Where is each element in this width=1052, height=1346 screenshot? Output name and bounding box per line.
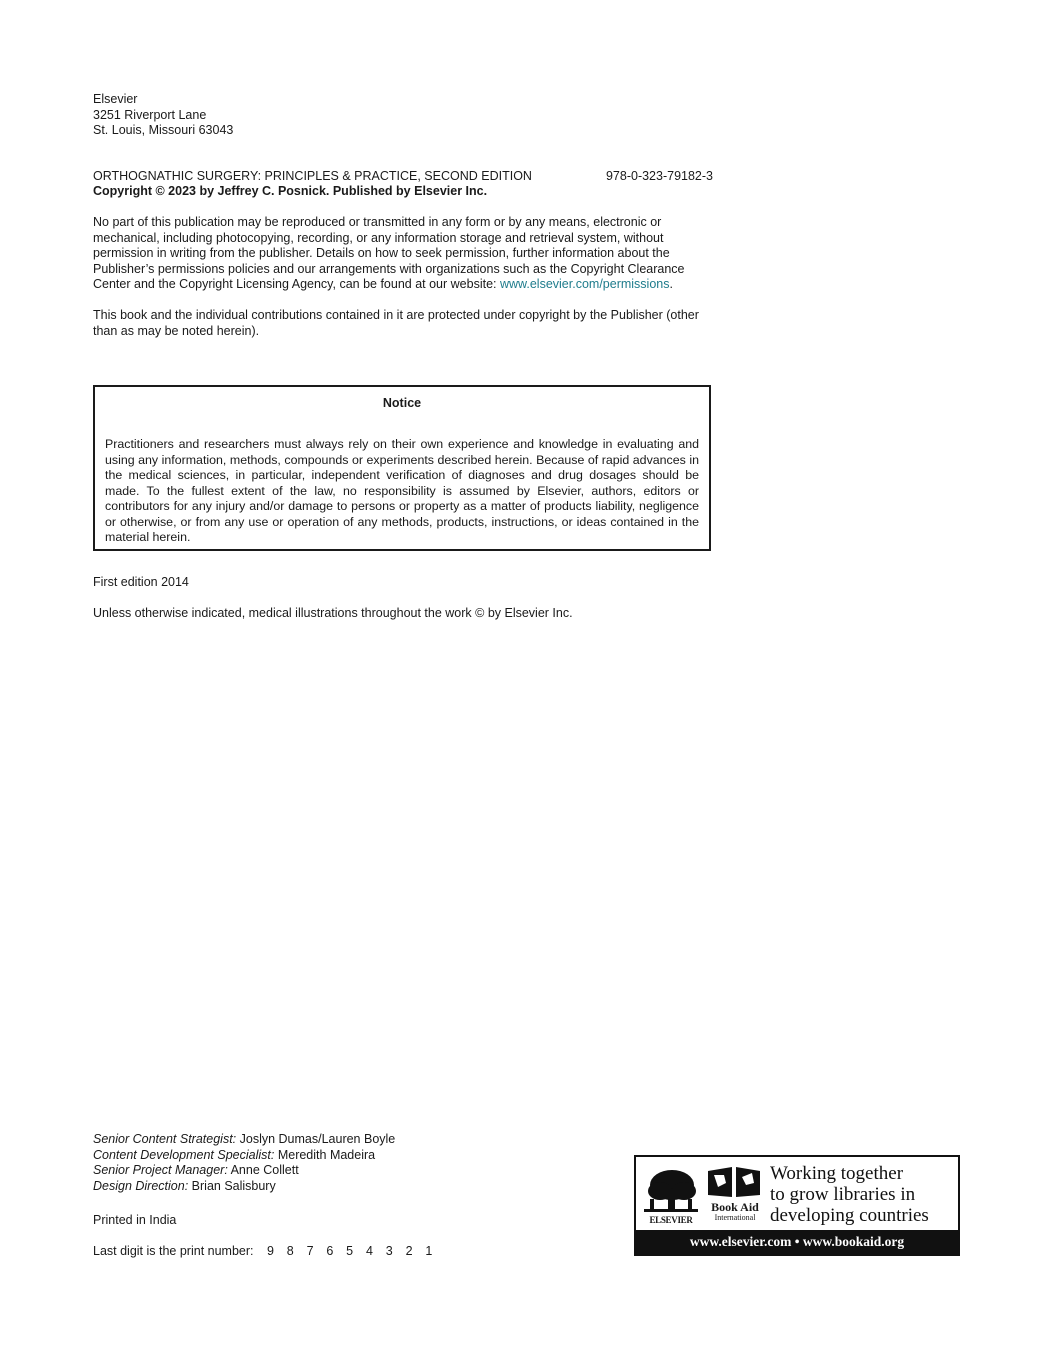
bookaid-hands-icon [706,1165,762,1199]
credits [93,1132,395,1194]
banner-footer-links: www.elsevier.com • www.bookaid.org [636,1230,958,1254]
credit-name: Joslyn Dumas/Lauren Boyle [236,1132,396,1146]
rights-end: . [669,277,673,291]
credit-role: Content Development Specialist: [93,1147,275,1162]
isbn: 978-0-323-79182-3 [605,169,713,183]
print-digit: 6 [326,1244,334,1258]
notice-box [93,385,711,551]
credit-role: Senior Content Strategist: [93,1132,237,1146]
print-digit: 5 [346,1244,354,1258]
credit-name: Meredith Madeira [274,1147,376,1162]
tagline-line: to grow libraries in [770,1184,916,1205]
rights-text: No part of this publication may be reproduced or transmitted in any form or by any means, electronic or mechanical, including photocopying, recording, or any information storage and retrieval system, without permission in writing from the publisher. Details on how to seek permission, further information about the Publisher’s permissions policies and our arrangements with organizations such as the Copyright Clearance Center and the Copyright Licensing Agency, can be found at our website: [93,215,685,291]
tagline-line: Working together [770,1163,904,1184]
credit-role: Design Direction: [93,1178,189,1193]
print-digit: 3 [385,1244,393,1258]
permissions-link[interactable]: www.elsevier.com/permissions [499,277,670,291]
address-line: Elsevier [93,92,138,106]
notice-body: Practitioners and researchers must always rely on their own experience and knowledge in evaluating and using any information, methods, compounds or experiments described herein. Because of rapid advances in the medical sciences, in particular, independent verification of diagnoses and drug dosages should be made. To the fullest extent of the law, no responsibility is assumed by Elsevier, authors, editors or contributors for any injury and/or damage to persons or property as a matter of products liability, negligence or otherwise, or from any use or operation of any methods, products, instructions, or ideas contained in the material herein. [105,437,699,544]
credit-name: Anne Collett [227,1163,299,1177]
print-number-line [93,1244,445,1260]
print-digit: 9 [266,1244,274,1258]
print-digit: 8 [286,1244,294,1258]
tagline-line: developing countries [770,1205,929,1226]
print-digit: 1 [425,1244,433,1258]
print-digit: 2 [405,1244,413,1258]
credit-line [93,1163,395,1179]
credit-role: Senior Project Manager: [93,1163,228,1177]
banner-tagline [770,1163,960,1226]
elsevier-wordmark: ELSEVIER [649,1215,693,1225]
book-title: ORTHOGNATHIC SURGERY: PRINCIPLES & PRACTICE, SECOND EDITION [93,169,532,183]
credit-name: Brian Salisbury [188,1178,276,1193]
print-number-label: Last digit is the print number: [93,1244,254,1258]
printed-in: Printed in India [93,1213,177,1227]
first-edition: First edition 2014 [93,575,189,589]
rights-paragraph [93,215,703,293]
print-digits [267,1244,445,1258]
copyright-line: Copyright © 2023 by Jeffrey C. Posnick. Published by Elsevier Inc. [93,184,488,198]
book-title-line [93,169,713,185]
print-digit: 4 [365,1244,373,1258]
credit-line [93,1148,395,1164]
bookaid-subtitle: International [714,1213,756,1222]
credit-line [93,1179,395,1195]
credit-line [93,1132,395,1148]
protection-paragraph: This book and the individual contributions contained in it are protected under copyright by the Publisher (other than as may be noted herein). [93,308,699,338]
print-digit: 7 [306,1244,314,1258]
address-line: 3251 Riverport Lane [93,107,207,122]
illustrations-note: Unless otherwise indicated, medical illustrations throughout the work © by Elsevier Inc. [93,606,573,620]
notice-title: Notice [382,396,422,410]
address-line: St. Louis, Missouri 63043 [93,123,234,137]
publisher-address [93,92,233,139]
bookaid-banner [634,1155,960,1256]
bookaid-name: Book Aid [711,1200,759,1214]
